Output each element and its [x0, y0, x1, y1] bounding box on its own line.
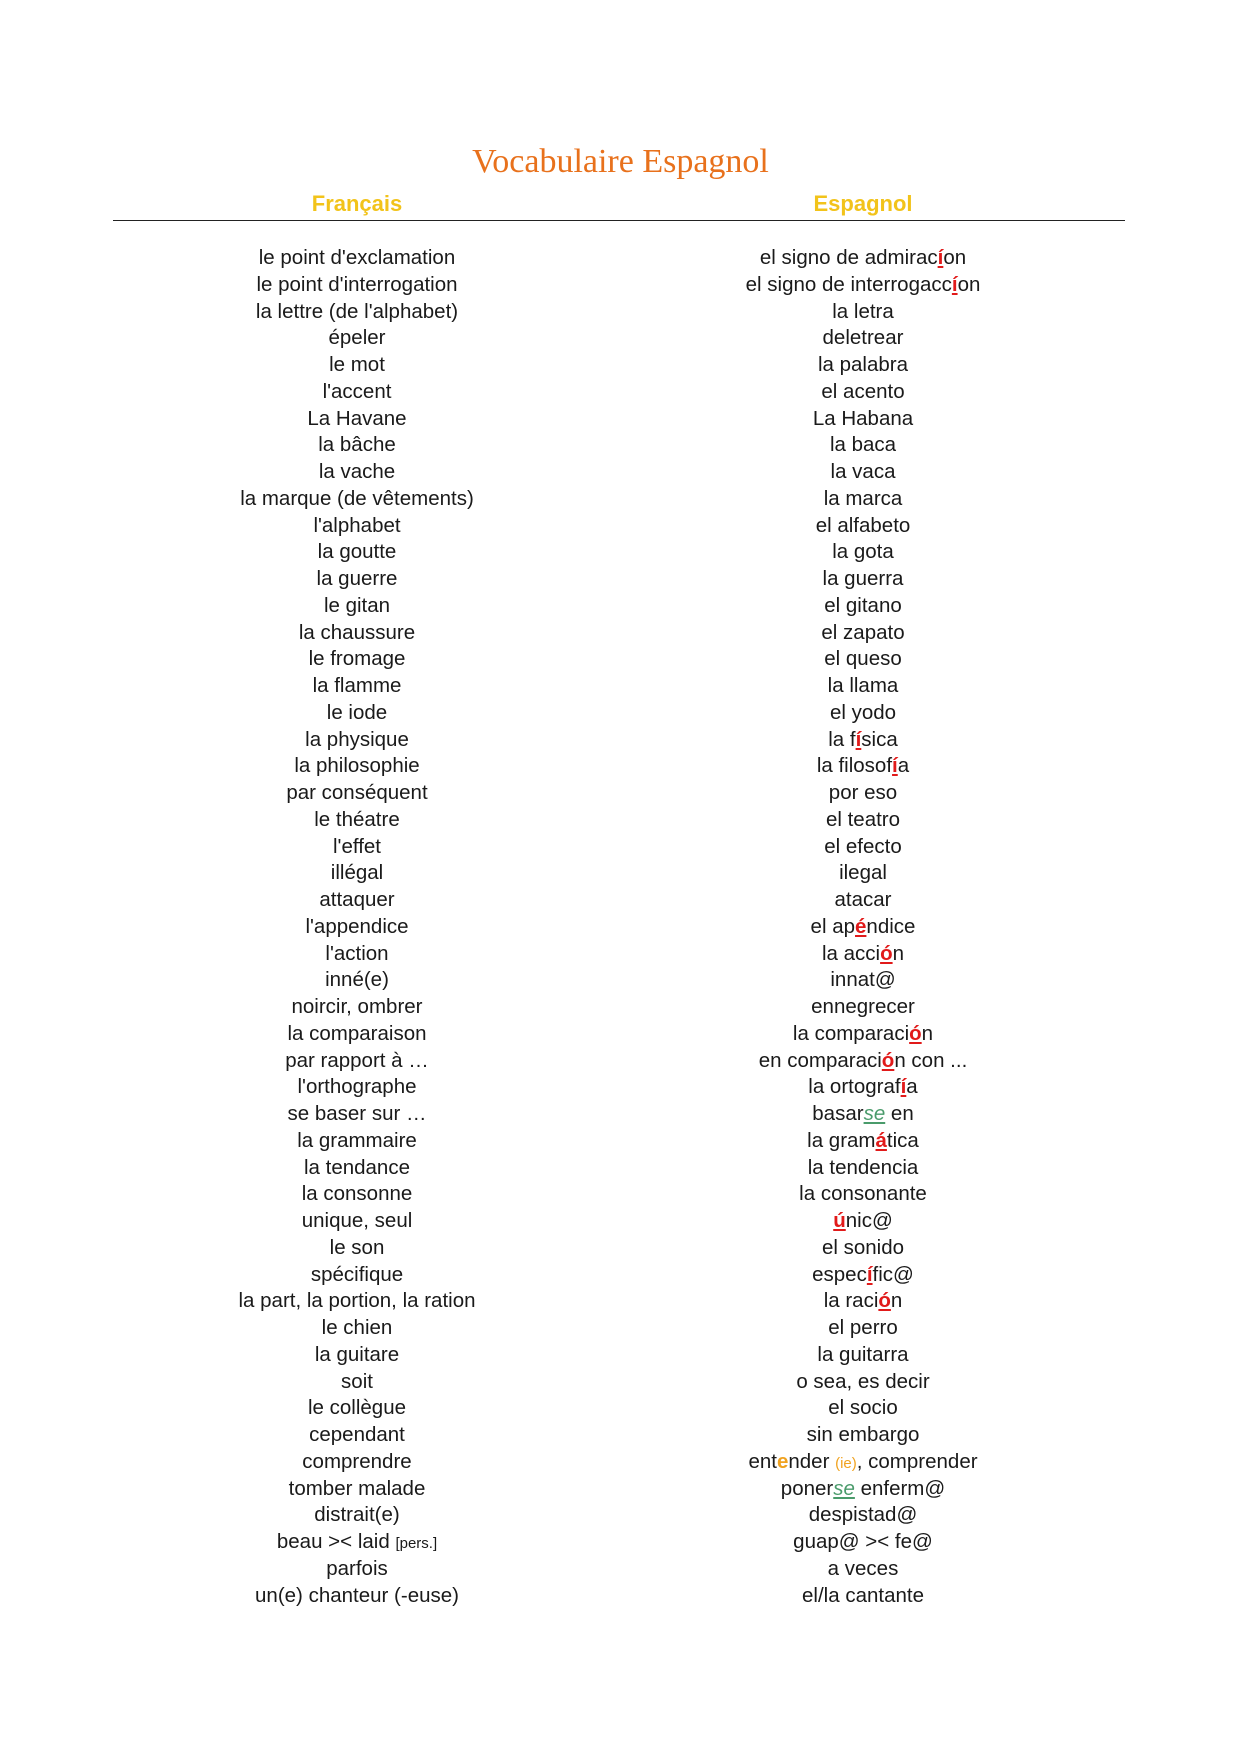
- fr-word: l'action: [325, 941, 389, 965]
- reflexive-marker: se: [833, 1476, 855, 1500]
- french-column-header: Français: [311, 191, 403, 216]
- es-word: el acento: [821, 379, 905, 403]
- fr-word: le gitan: [323, 593, 391, 617]
- accent-mark: í: [951, 272, 958, 296]
- es-word: el perro: [828, 1316, 898, 1339]
- accent-mark: ó: [909, 1021, 922, 1045]
- es-word: la palabra: [817, 353, 909, 376]
- es-word: la letra: [832, 299, 894, 323]
- es-word: la física: [828, 727, 898, 751]
- fr-word: par conséquent: [286, 781, 428, 804]
- es-word: en comparación con ...: [758, 1048, 968, 1072]
- fr-word: la goutte: [317, 540, 397, 564]
- accent-mark: ó: [881, 1048, 895, 1072]
- fr-word: la physique: [305, 727, 409, 751]
- es-word: La Habana: [812, 406, 914, 430]
- accent-mark: í: [900, 1075, 907, 1099]
- fr-word: l'accent: [322, 379, 392, 403]
- es-word: la gota: [832, 540, 894, 564]
- es-word: ilegal: [839, 861, 887, 885]
- es-word: por eso: [828, 781, 898, 804]
- es-word: el socio: [828, 1396, 898, 1420]
- es-word: la acción: [821, 941, 905, 965]
- es-word: ennegrecer: [811, 995, 915, 1018]
- fr-word: le chien: [321, 1316, 393, 1339]
- fr-word: l'effet: [333, 834, 381, 858]
- reflexive-marker: se: [863, 1102, 886, 1125]
- es-word: entender (ie), comprender: [748, 1449, 978, 1473]
- fr-word: l'alphabet: [313, 513, 401, 537]
- es-word: la tendencia: [807, 1155, 919, 1179]
- es-word: la comparación: [792, 1021, 934, 1045]
- fr-word: la part, la portion, la ration: [238, 1289, 476, 1313]
- fr-word: la vache: [318, 460, 396, 483]
- es-word: el efecto: [824, 834, 902, 858]
- es-word: la consonante: [799, 1182, 927, 1206]
- fr-word: le fromage: [308, 647, 406, 671]
- es-word: deletrear: [822, 326, 904, 350]
- accent-mark: ú: [833, 1209, 846, 1232]
- fr-word: la flamme: [312, 674, 402, 697]
- es-word: la llama: [827, 674, 899, 697]
- es-word: el alfabeto: [815, 513, 911, 537]
- fr-word: noircir, ombrer: [291, 995, 423, 1018]
- fr-word: tomber malade: [288, 1476, 426, 1500]
- fr-word: la guitare: [314, 1342, 400, 1366]
- accent-mark: í: [866, 1262, 873, 1286]
- fr-word: cependant: [309, 1423, 405, 1446]
- fr-word: spécifique: [310, 1262, 404, 1286]
- accent-mark: í: [937, 246, 944, 269]
- french-column: [107, 245, 607, 1609]
- fr-word: parfois: [326, 1556, 388, 1580]
- fr-word-with-note: [107, 1529, 607, 1556]
- stem-change-vowel: e: [776, 1449, 789, 1473]
- es-word: el/la cantante: [802, 1583, 924, 1607]
- es-word: la baca: [829, 433, 897, 457]
- fr-word: l'orthographe: [297, 1075, 417, 1099]
- page-title: Vocabulaire Espagnol: [472, 143, 769, 180]
- es-word: guap@ >< fe@: [793, 1530, 933, 1553]
- es-word: atacar: [834, 888, 892, 911]
- accent-mark: á: [875, 1128, 887, 1152]
- es-word: la guerra: [822, 567, 904, 590]
- accent-mark: í: [855, 727, 862, 751]
- es-word: a veces: [827, 1556, 899, 1580]
- es-word: o sea, es decir: [796, 1369, 930, 1393]
- fr-word: l'appendice: [305, 914, 409, 938]
- fr-word: La Havane: [307, 406, 407, 430]
- fr-word: la tendance: [303, 1155, 410, 1179]
- fr-word: le collègue: [307, 1396, 406, 1420]
- fr-word: beau >< laid: [276, 1530, 390, 1553]
- fr-word: la chaussure: [298, 620, 416, 644]
- es-word: el signo de admiracíon: [759, 246, 967, 269]
- es-word: el queso: [824, 647, 902, 671]
- fr-word: un(e) chanteur (-euse): [255, 1583, 459, 1607]
- fr-word: comprendre: [302, 1449, 412, 1473]
- fr-word: épeler: [328, 326, 386, 350]
- fr-word: la marque (de vêtements): [240, 486, 474, 510]
- fr-word: se baser sur …: [287, 1102, 427, 1125]
- fr-word: la philosophie: [294, 754, 420, 778]
- fr-word: le iode: [326, 700, 388, 724]
- fr-word: la comparaison: [287, 1021, 427, 1045]
- es-word: el signo de interrogaccíon: [745, 272, 981, 296]
- es-word: el apéndice: [810, 914, 916, 938]
- es-word: ponerse enferm@: [780, 1476, 946, 1500]
- fr-word: inné(e): [325, 968, 389, 992]
- fr-word: distrait(e): [314, 1503, 400, 1527]
- fr-word: illégal: [330, 861, 384, 885]
- fr-word: le théatre: [314, 807, 400, 831]
- es-word: innat@: [830, 968, 896, 992]
- es-word: el gitano: [824, 593, 902, 617]
- spanish-column-header: Espagnol: [813, 191, 913, 216]
- es-word: el sonido: [821, 1235, 905, 1259]
- fr-word: la grammaire: [297, 1128, 417, 1152]
- header-divider: [113, 220, 1125, 221]
- accent-mark: é: [855, 914, 867, 938]
- es-word: el zapato: [821, 620, 905, 644]
- es-word: la guitarra: [817, 1342, 909, 1366]
- spanish-column: [613, 245, 1113, 1609]
- es-word: la gramática: [807, 1128, 919, 1152]
- fr-word: le mot: [329, 353, 385, 376]
- es-word: despistad@: [808, 1503, 918, 1527]
- fr-word: unique, seul: [301, 1209, 413, 1232]
- fr-word: la guerre: [316, 567, 398, 590]
- accent-mark: ó: [878, 1289, 891, 1313]
- fr-word: le point d'interrogation: [256, 272, 458, 296]
- es-word: específic@: [812, 1262, 914, 1286]
- es-word: el yodo: [829, 700, 897, 724]
- fr-word: le son: [329, 1235, 385, 1259]
- fr-word: le point d'exclamation: [258, 246, 456, 269]
- es-word: la filosofía: [816, 754, 910, 778]
- fr-word: attaquer: [319, 888, 395, 911]
- accent-mark: ó: [880, 941, 893, 965]
- es-word: la ración: [823, 1289, 903, 1313]
- es-word: la vaca: [830, 460, 896, 483]
- fr-word: la consonne: [301, 1182, 413, 1206]
- usage-note: [pers.]: [395, 1535, 438, 1552]
- stem-change-note: (ie): [835, 1454, 857, 1472]
- es-word: sin embargo: [806, 1423, 920, 1446]
- es-word: el teatro: [825, 807, 901, 831]
- es-word: únic@: [833, 1209, 893, 1232]
- accent-mark: í: [892, 754, 898, 778]
- fr-word: soit: [341, 1369, 373, 1393]
- es-word: la ortografía: [808, 1075, 918, 1099]
- es-word: la marca: [823, 486, 903, 510]
- es-word: basarse en: [812, 1102, 914, 1125]
- fr-word: la lettre (de l'alphabet): [255, 299, 459, 323]
- fr-word: par rapport à …: [285, 1048, 429, 1072]
- fr-word: la bâche: [318, 433, 396, 457]
